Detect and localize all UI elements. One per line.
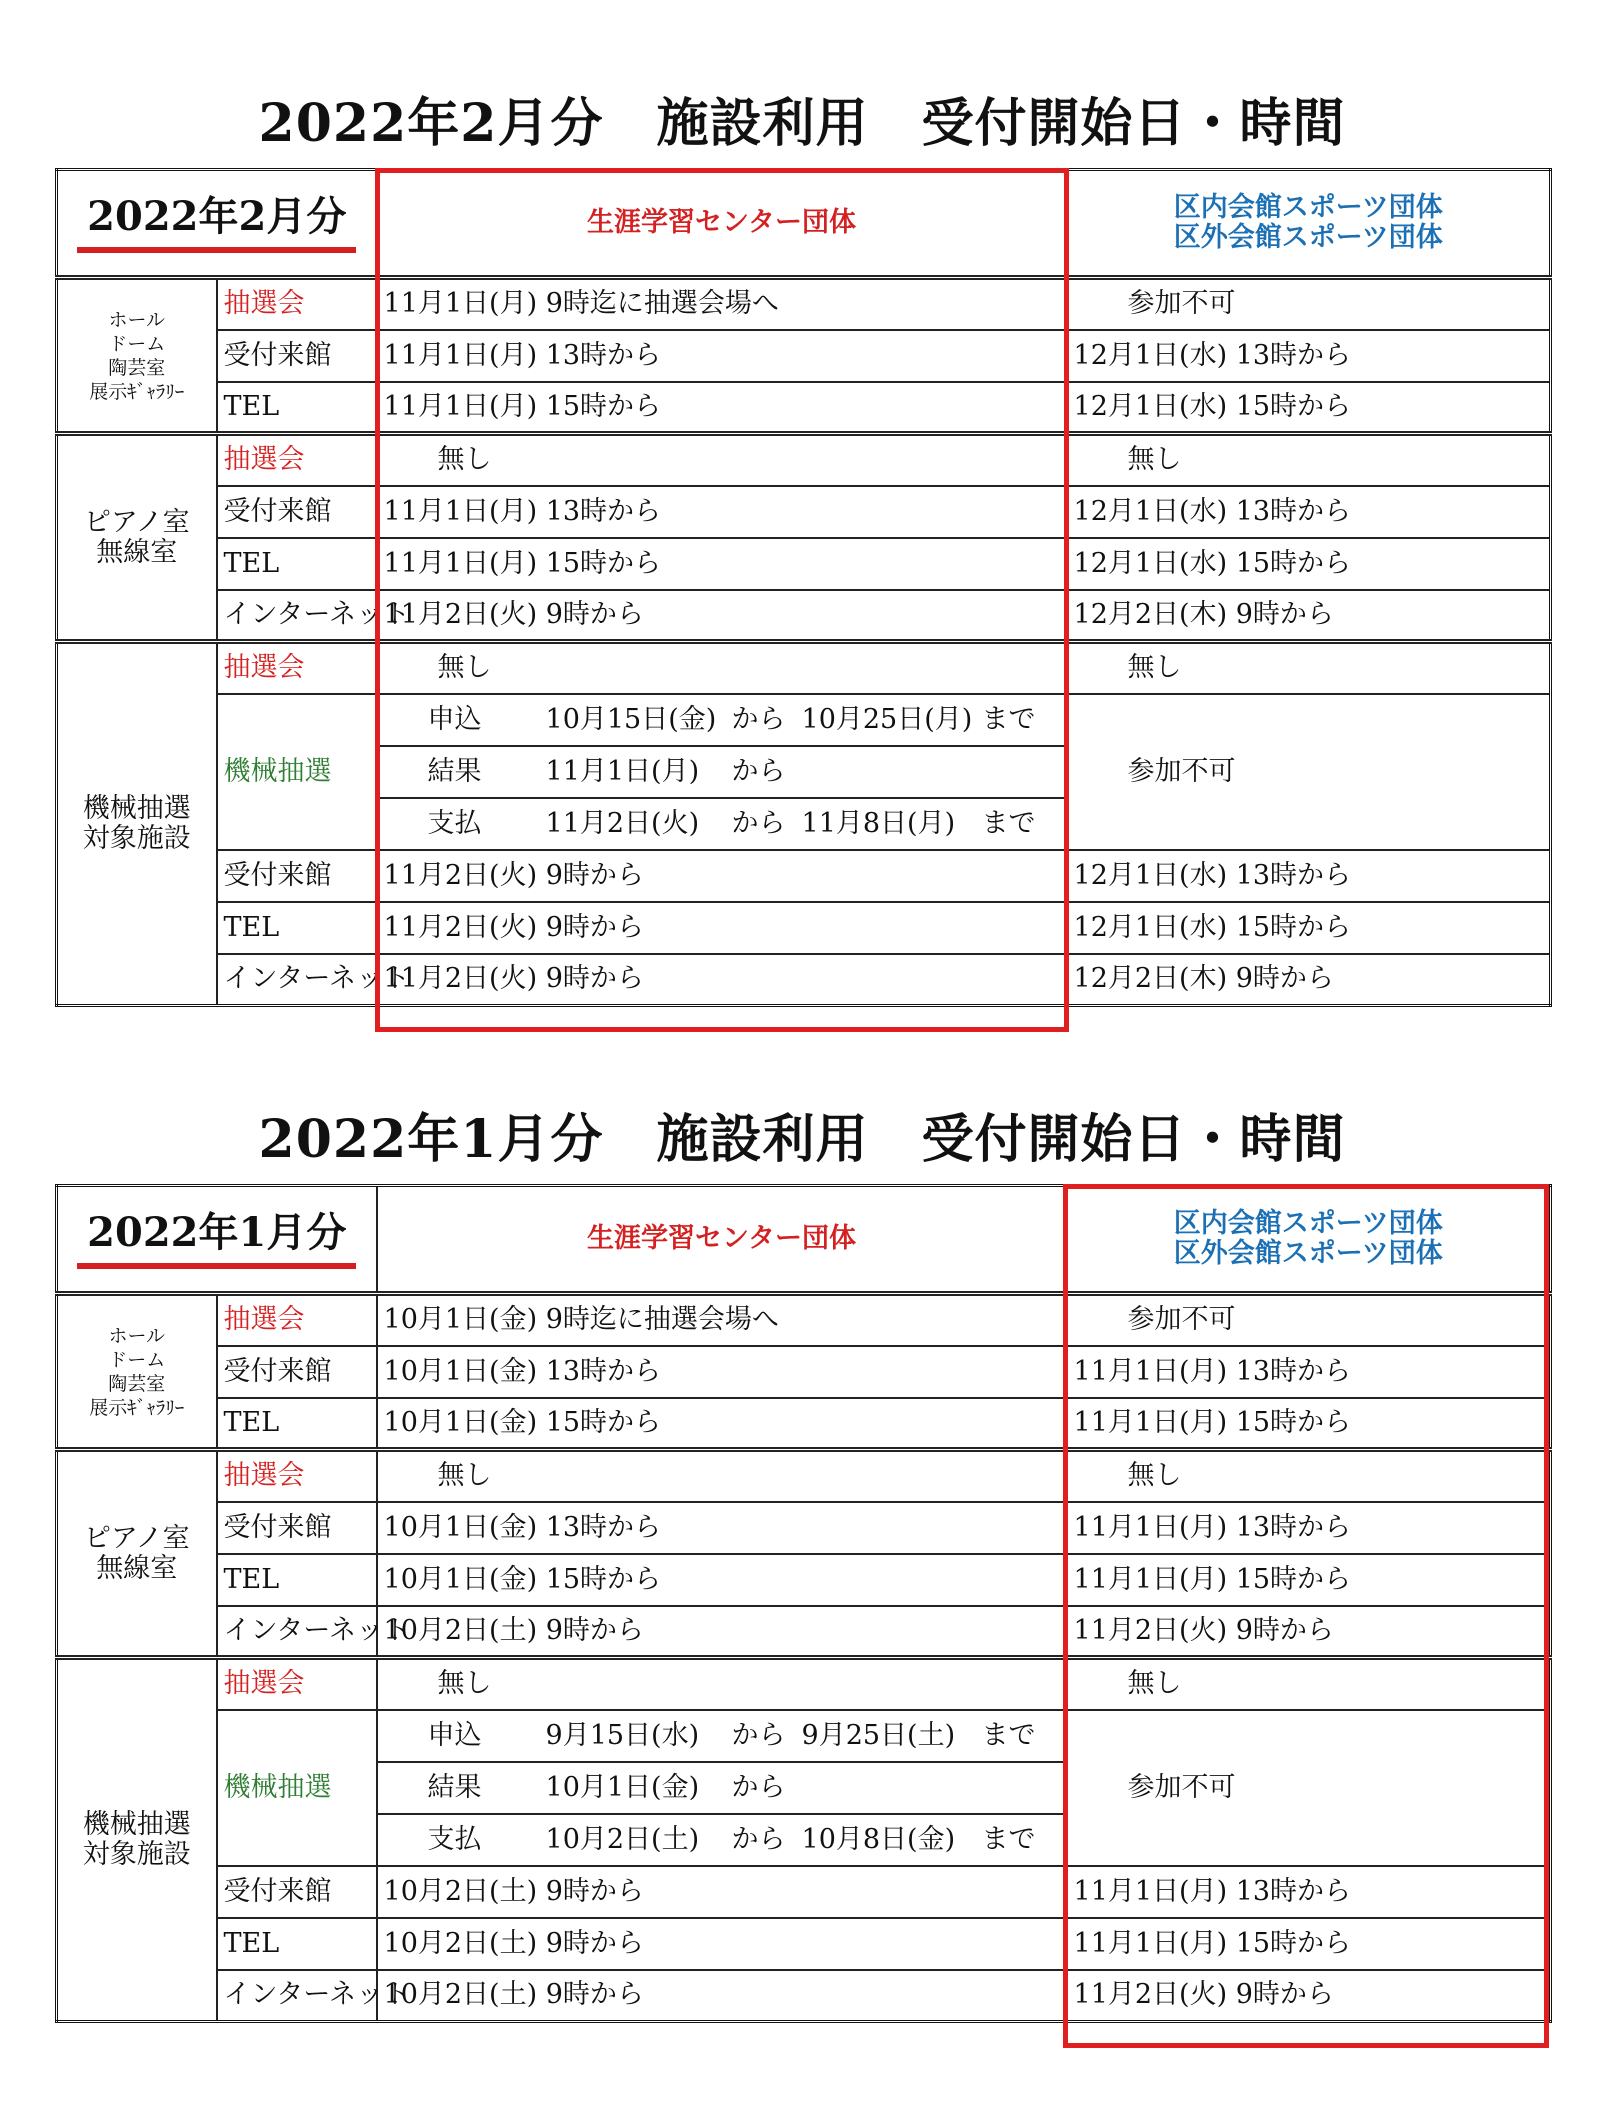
sports-header-line-1: 区内会館スポーツ団体 (1173, 192, 1443, 223)
group-value: 10月2日(土) 9時から (377, 1918, 1067, 1970)
sports-value: 12月1日(水) 15時から (1067, 538, 1551, 590)
table-row (57, 590, 1551, 642)
schedule-table (55, 168, 1552, 1007)
table-row (57, 486, 1551, 538)
sports-value: 12月1日(水) 13時から (1067, 850, 1551, 902)
category-lottery: 抽選会 (217, 1294, 377, 1346)
group-header: 生涯学習センター団体 (377, 170, 1067, 278)
table-row (57, 1866, 1551, 1918)
facility-line: 対象施設 (82, 1839, 191, 1870)
sports-value: 無し (1067, 1450, 1551, 1502)
table-row (57, 1450, 1551, 1502)
category-tel: TEL (217, 1554, 377, 1606)
group-value: 11月2日(火) 9時から (377, 954, 1067, 1006)
sports-header-line-2: 区外会館スポーツ団体 (1173, 1238, 1443, 1269)
category-tel: TEL (217, 538, 377, 590)
category-internet: インターネット (217, 1606, 377, 1658)
step-label: 支払 (427, 1823, 482, 1855)
facility-line: 展示ｷﾞｬﾗﾘｰ (89, 1396, 185, 1419)
sports-value: 無し (1067, 1658, 1551, 1710)
step-from: から (731, 807, 786, 839)
facility-piano (57, 1450, 217, 1658)
step-start: 10月2日(土) (545, 1823, 700, 1855)
sports-value: 11月1日(月) 15時から (1067, 1398, 1551, 1450)
group-value: 無し (377, 1658, 1067, 1710)
month-label: 2022年2月分 (77, 193, 356, 253)
section-title: 2022年1月分 施設利用 受付開始日・時間 (258, 1109, 1346, 1170)
table-row (57, 1554, 1551, 1606)
sports-value: 12月1日(水) 15時から (1067, 382, 1551, 434)
sports-header-line-1: 区内会館スポーツ団体 (1173, 1208, 1443, 1239)
table-row (57, 1606, 1551, 1658)
facility-line: ピアノ室 (83, 1522, 190, 1554)
step-end: 10月8日(金) (801, 1823, 956, 1855)
category-lottery: 抽選会 (217, 278, 377, 330)
sports-value: 11月1日(月) 15時から (1067, 1554, 1551, 1606)
group-value: 11月2日(火) 9時から (377, 850, 1067, 902)
table-row (57, 642, 1551, 694)
apply-row (377, 694, 1067, 746)
sports-value: 11月2日(火) 9時から (1067, 1606, 1551, 1658)
table-row (57, 434, 1551, 486)
step-label: 申込 (427, 703, 482, 735)
facility-line: 機械抽選 (82, 1809, 191, 1840)
step-end: 10月25日(月) (801, 703, 973, 735)
facility-line: 無線室 (96, 536, 178, 568)
sports-value: 11月2日(火) 9時から (1067, 1970, 1551, 2022)
step-end: 9月25日(土) (801, 1719, 956, 1751)
group-value: 10月1日(金) 9時迄に抽選会場へ (377, 1294, 1067, 1346)
pay-row (377, 798, 1067, 850)
facility-piano (57, 434, 217, 642)
table-row (57, 382, 1551, 434)
group-value: 11月1日(月) 15時から (377, 538, 1067, 590)
category-lottery: 抽選会 (217, 1658, 377, 1710)
table-row (57, 1658, 1551, 1710)
category-tel: TEL (217, 1398, 377, 1450)
table-row (57, 954, 1551, 1006)
step-until: まで (981, 1719, 1036, 1751)
table-row (57, 1398, 1551, 1450)
facility-line: ドーム (108, 1348, 166, 1371)
section-title: 2022年2月分 施設利用 受付開始日・時間 (258, 93, 1346, 154)
step-label: 結果 (427, 755, 482, 787)
facility-line: 無線室 (96, 1552, 178, 1584)
table-row (57, 1502, 1551, 1554)
sports-value: 参加不可 (1067, 694, 1551, 850)
sports-value: 参加不可 (1067, 278, 1551, 330)
schedule-table-wrapper (55, 168, 1549, 1032)
month-header-cell (57, 1186, 377, 1294)
sports-value: 12月2日(木) 9時から (1067, 954, 1551, 1006)
step-start: 11月2日(火) (545, 807, 700, 839)
group-value: 10月1日(金) 15時から (377, 1554, 1067, 1606)
facility-line: 機械抽選 (82, 793, 191, 824)
group-value: 11月1日(月) 15時から (377, 382, 1067, 434)
facility-line: 展示ｷﾞｬﾗﾘｰ (89, 380, 185, 403)
step-start: 11月1日(月) (545, 755, 700, 787)
group-value: 10月1日(金) 13時から (377, 1502, 1067, 1554)
category-visit: 受付来館 (217, 486, 377, 538)
pay-row (377, 1814, 1067, 1866)
facility-machine (57, 1658, 217, 2022)
category-tel: TEL (217, 1918, 377, 1970)
table-row (57, 1970, 1551, 2022)
sports-value: 参加不可 (1067, 1294, 1551, 1346)
step-end: 11月8日(月) (801, 807, 956, 839)
month-header-cell (57, 170, 377, 278)
sports-value: 参加不可 (1067, 1710, 1551, 1866)
category-visit: 受付来館 (217, 1346, 377, 1398)
step-until: まで (981, 807, 1036, 839)
category-visit: 受付来館 (217, 850, 377, 902)
category-internet: インターネット (217, 1970, 377, 2022)
group-value: 10月1日(金) 13時から (377, 1346, 1067, 1398)
schedule-table-wrapper (55, 1184, 1549, 2048)
table-row (57, 850, 1551, 902)
table-row (57, 1294, 1551, 1346)
group-value: 10月2日(土) 9時から (377, 1970, 1067, 2022)
step-from: から (731, 755, 786, 787)
sports-value: 無し (1067, 434, 1551, 486)
sports-value: 12月2日(木) 9時から (1067, 590, 1551, 642)
step-until: まで (981, 703, 1036, 735)
header-row (57, 170, 1551, 278)
table-row (57, 538, 1551, 590)
sports-value: 無し (1067, 642, 1551, 694)
table-row (57, 902, 1551, 954)
category-internet: インターネット (217, 954, 377, 1006)
header-row (57, 1186, 1551, 1294)
category-lottery: 抽選会 (217, 434, 377, 486)
facility-hall (57, 1294, 217, 1450)
sports-value: 11月1日(月) 13時から (1067, 1346, 1551, 1398)
category-tel: TEL (217, 382, 377, 434)
step-label: 申込 (427, 1719, 482, 1751)
group-value: 11月1日(月) 13時から (377, 486, 1067, 538)
facility-line: ホール (108, 1324, 166, 1347)
sports-value: 11月1日(月) 15時から (1067, 1918, 1551, 1970)
group-value: 11月2日(火) 9時から (377, 590, 1067, 642)
category-lottery: 抽選会 (217, 1450, 377, 1502)
group-value: 10月2日(土) 9時から (377, 1606, 1067, 1658)
group-value: 無し (377, 642, 1067, 694)
facility-hall (57, 278, 217, 434)
category-visit: 受付来館 (217, 330, 377, 382)
step-start: 10月15日(金) (545, 703, 717, 735)
sports-header-line-2: 区外会館スポーツ団体 (1173, 222, 1443, 253)
group-value: 無し (377, 434, 1067, 486)
category-machine: 機械抽選 (217, 1710, 377, 1866)
apply-row (377, 1710, 1067, 1762)
sports-header (1067, 1186, 1551, 1294)
step-start: 9月15日(水) (545, 1719, 700, 1751)
step-label: 結果 (427, 1771, 482, 1803)
schedule-section-january (55, 1096, 1549, 2048)
facility-line: 対象施設 (82, 823, 191, 854)
facility-line: 陶芸室 (108, 1372, 166, 1395)
category-machine: 機械抽選 (217, 694, 377, 850)
group-value: 10月2日(土) 9時から (377, 1866, 1067, 1918)
sports-value: 12月1日(水) 13時から (1067, 486, 1551, 538)
schedule-section-february (55, 80, 1549, 1032)
table-row (57, 278, 1551, 330)
sports-value: 12月1日(水) 15時から (1067, 902, 1551, 954)
category-lottery: 抽選会 (217, 642, 377, 694)
result-row (377, 1762, 1067, 1814)
group-value: 11月1日(月) 9時迄に抽選会場へ (377, 278, 1067, 330)
step-from: から (731, 1719, 786, 1751)
facility-line: ドーム (108, 332, 166, 355)
group-value: 11月1日(月) 13時から (377, 330, 1067, 382)
step-label: 支払 (427, 807, 482, 839)
table-row (57, 1710, 1551, 1762)
step-from: から (731, 703, 786, 735)
step-start: 10月1日(金) (545, 1771, 700, 1803)
step-from: から (731, 1771, 786, 1803)
category-tel: TEL (217, 902, 377, 954)
sports-value: 12月1日(水) 13時から (1067, 330, 1551, 382)
step-until: まで (981, 1823, 1036, 1855)
sports-header (1067, 170, 1551, 278)
category-visit: 受付来館 (217, 1502, 377, 1554)
month-label: 2022年1月分 (77, 1209, 356, 1269)
facility-line: ホール (108, 308, 166, 331)
category-visit: 受付来館 (217, 1866, 377, 1918)
facility-line: 陶芸室 (108, 356, 166, 379)
schedule-table (55, 1184, 1552, 2023)
sports-value: 11月1日(月) 13時から (1067, 1866, 1551, 1918)
sports-value: 11月1日(月) 13時から (1067, 1502, 1551, 1554)
group-value: 無し (377, 1450, 1067, 1502)
table-row (57, 1346, 1551, 1398)
table-row (57, 1918, 1551, 1970)
group-value: 11月2日(火) 9時から (377, 902, 1067, 954)
facility-line: ピアノ室 (83, 506, 190, 538)
group-value: 10月1日(金) 15時から (377, 1398, 1067, 1450)
table-row (57, 330, 1551, 382)
step-from: から (731, 1823, 786, 1855)
result-row (377, 746, 1067, 798)
group-header: 生涯学習センター団体 (377, 1186, 1067, 1294)
table-row (57, 694, 1551, 746)
facility-machine (57, 642, 217, 1006)
category-internet: インターネット (217, 590, 377, 642)
